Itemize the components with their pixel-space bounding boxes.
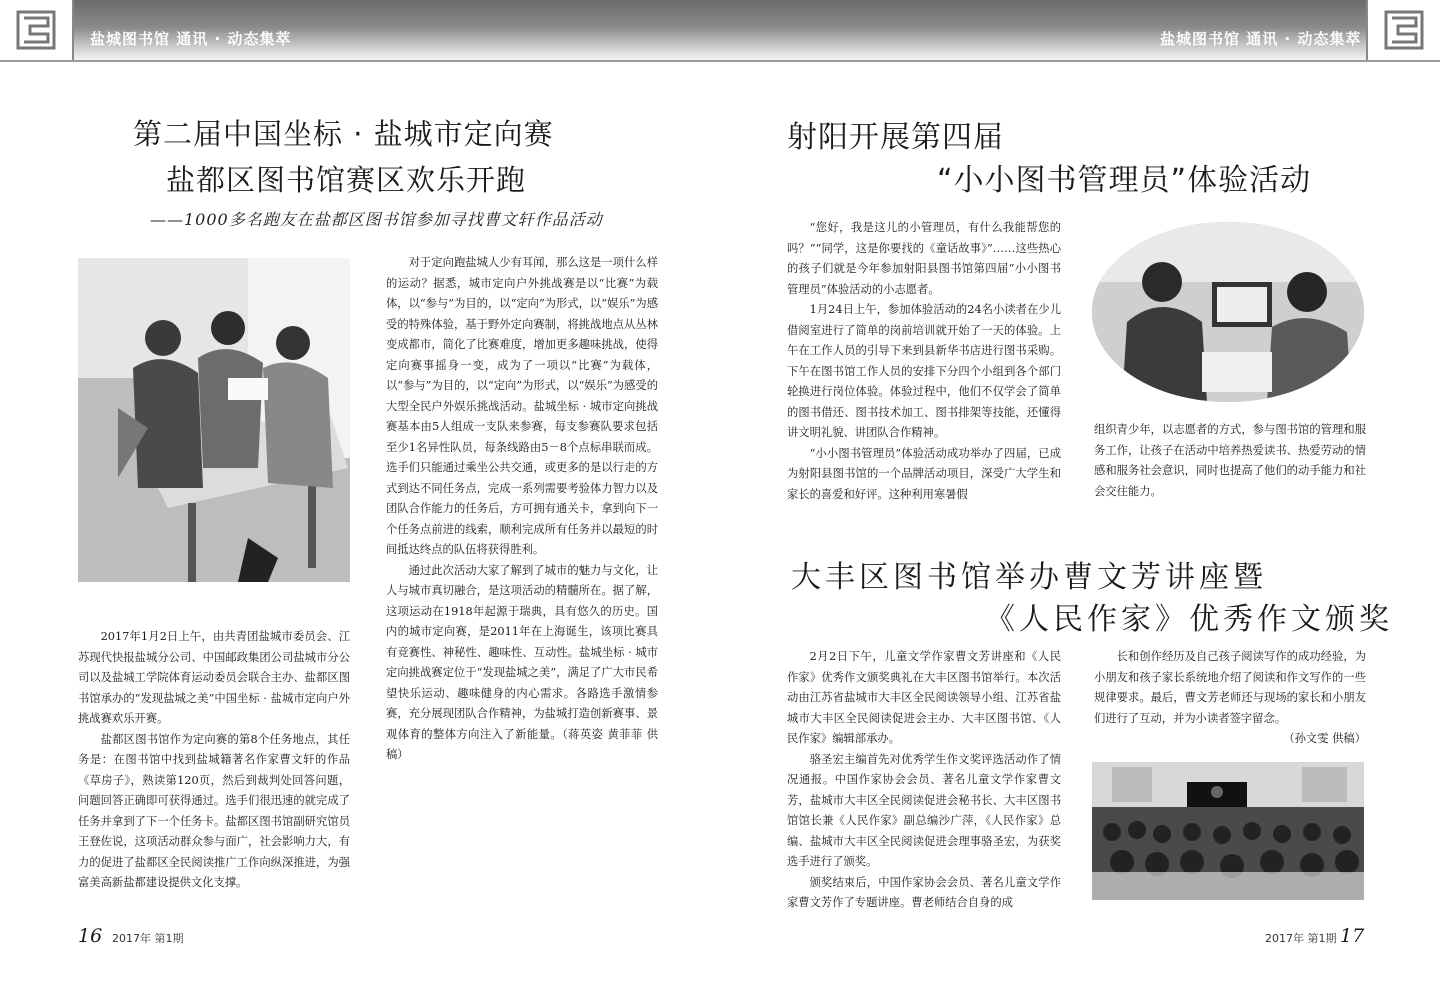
- issue-label: 2017年 第1期: [112, 932, 184, 945]
- orienteering-runners-photo: [78, 258, 350, 582]
- header-divider: [0, 60, 1440, 62]
- paragraph: 长和创作经历及自己孩子阅读写作的成功经验，为小朋友和孩子家长系统地介绍了阅读和作文写作的一些规律要求。最后，曹文芳老师还与现场的家长和小朋友们进行了互动，并为小读者签字留念。: [1094, 650, 1366, 725]
- paragraph: 通过此次活动大家了解到了城市的魅力与文化，让人与城市真切融合，是这项活动的精髓所在。据了解，这项运动在1918年起源于瑞典，具有悠久的历史。国内的城市定向赛，是2011年在上海诞生，该项比赛具有竞赛性、神秘性、趣味性、互动性。盐城坐标 · 城市定向挑战赛定位于“发现盐城之美”，满足了广大市民希望快乐运动、趣味健身的内心需求。各路选手激情参赛，充分展现团队合作精神，为盐城打造创新赛事、景观体育的整体方向注入了新能量。（蒋英姿 黄菲菲 供稿）: [386, 563, 658, 761]
- left-header-title: 盐城图书馆 通讯 · 动态集萃: [90, 30, 292, 48]
- left-article-title-line2: 盐都区图书馆赛区欢乐开跑: [166, 163, 527, 197]
- issue-label: 2017年 第1期: [1265, 932, 1337, 945]
- paragraph: 组织青少年，以志愿者的方式，参与图书馆的管理和服务工作，让孩子在活动中培养热爱读书、热爱劳动的情感和服务社会意识，同时也提高了他们的动手能力和社会交往能力。: [1094, 423, 1366, 498]
- left-article-subtitle: ——1000多名跑友在盐都区图书馆参加寻找曹文轩作品活动: [150, 210, 603, 229]
- paragraph: 对于定向跑盐城人少有耳闻，那么这是一项什么样的运动？据悉，城市定向户外挑战赛是以“比赛”为载体，以“参与”为目的，以“定向”为形式，以“娱乐”为感受的特殊体验，基于野外定向赛制，将挑战地点从丛林变成都市，简化了比赛难度，增加更多趣味挑战，使得定向赛事摇身一变，成为了一项以“比赛”为载体，以“参与”为目的，以“定向”为形式，以“娱乐”为感受的大型全民户外娱乐挑战活动。盐城坐标 · 城市定向挑战赛基本由5人组成一支队来参赛，每支参赛队要求包括至少1名异性队员，每条线路由5－8个点标串联而成。选手们只能通过乘坐公共交通，或更多的是以行走的方式到达不同任务点，完成一系列需要考验体力智力以及团队合作能力的任务后，方可拥有通关卡，拿到向下一个任务点前进的线索，顺利完成所有任务并以最短的时间抵达终点的队伍将获得胜利。: [386, 256, 658, 556]
- library-seal-icon: [0, 0, 74, 60]
- paragraph: 盐都区图书馆作为定向赛的第8个任务地点，其任务是：在图书馆中找到盐城籍著名作家曹文轩的作品《草房子》，熟读第120页，然后到裁判处回答问题，问题回答正确即可获得通过。选手们很迅速的就完成了任务并拿到了下一个任务卡。盐都区图书馆副研究馆员王登佐说，这项活动群众参与面广，社会影响力大，有力的促进了盐都区全民阅读推广工作向纵深推进，为强富美高新盐都建设提供文化支撑。: [78, 732, 350, 889]
- right-article2-column-right: [1094, 647, 1366, 750]
- page-number: 17: [1340, 925, 1365, 947]
- lecture-audience-photo: [1092, 762, 1364, 900]
- left-article-column-right: [386, 253, 658, 766]
- right-article1-title-line1: 射阳开展第四届: [787, 120, 1004, 155]
- paragraph: “您好，我是这儿的小管理员，有什么我能帮您的吗？”“同学，这是你要找的《童话故事》”……这些热心的孩子们就是今年参加射阳县图书馆第四届“小小图书管理员”体验活动的小志愿者。: [787, 221, 1061, 296]
- left-article-title-line1: 第二届中国坐标 · 盐城市定向赛: [133, 117, 554, 151]
- paragraph: 骆圣宏主编首先对优秀学生作文奖评选活动作了情况通报。中国作家协会会员、著名儿童文学作家曹文芳，盐城市大丰区全民阅读促进会秘书长、大丰区图书馆馆长兼《人民作家》副总编沙广萍，《人民作家》总编、盐城市大丰区全民阅读促进会理事骆圣宏，为获奖选手进行了颁奖。: [787, 752, 1061, 868]
- library-seal-icon: [1366, 0, 1440, 60]
- right-article1-column-right: [1094, 420, 1366, 502]
- left-article-column-left: [78, 627, 350, 894]
- paragraph: 1月24日上午，参加体验活动的24名小读者在少儿借阅室进行了简单的岗前培训就开始了一天的体验。上午在工作人员的引导下来到县新华书店进行图书采购。下午在图书馆工作人员的安排下分四个小组到各个部门轮换进行岗位体验。体验过程中，他们不仅学会了简单的图书借还、图书技术加工、图书排架等技能，还懂得讲文明礼貌、讲团队合作精神。: [787, 303, 1061, 439]
- page-number: 16: [78, 925, 103, 947]
- right-article2-title-line1: 大丰区图书馆举办曹文芳讲座暨: [791, 560, 1267, 595]
- article2-credit: （孙文雯 供稿）: [1283, 732, 1366, 745]
- right-article1-column-left: [787, 218, 1061, 505]
- paragraph: “小小图书管理员”体验活动成功举办了四届，已成为射阳县图书馆的一个品牌活动项目，深受广大学生和家长的喜爱和好评。这种利用寒暑假: [787, 446, 1061, 501]
- children-librarians-photo: [1092, 222, 1364, 402]
- right-header-title: 盐城图书馆 通讯 · 动态集萃: [1160, 30, 1362, 48]
- right-article1-title-line2: “小小图书管理员”体验活动: [937, 163, 1312, 198]
- paragraph: 颁奖结束后，中国作家协会会员、著名儿童文学作家曹文芳作了专题讲座。曹老师结合自身的成: [787, 875, 1061, 909]
- paragraph: 2月2日下午，儿童文学作家曹文芳讲座和《人民作家》优秀作文颁奖典礼在大丰区图书馆举行。本次活动由江苏省盐城市大丰区全民阅读领导小组、江苏省盐城市大丰区全民阅读促进会主办、大丰区图书馆、《人民作家》编辑部承办。: [787, 650, 1061, 745]
- paragraph: 2017年1月2日上午，由共青团盐城市委员会、江苏现代快报盐城分公司、中国邮政集团公司盐城市分公司以及盐城工学院体育运动委员会联合主办、盐都区图书馆承办的“发现盐城之美”中国坐标 · 盐城市定向户外挑战赛欢乐开赛。: [78, 630, 350, 725]
- right-article2-column-left: [787, 647, 1061, 914]
- right-article2-title-line2: 《人民作家》优秀作文颁奖: [985, 602, 1393, 637]
